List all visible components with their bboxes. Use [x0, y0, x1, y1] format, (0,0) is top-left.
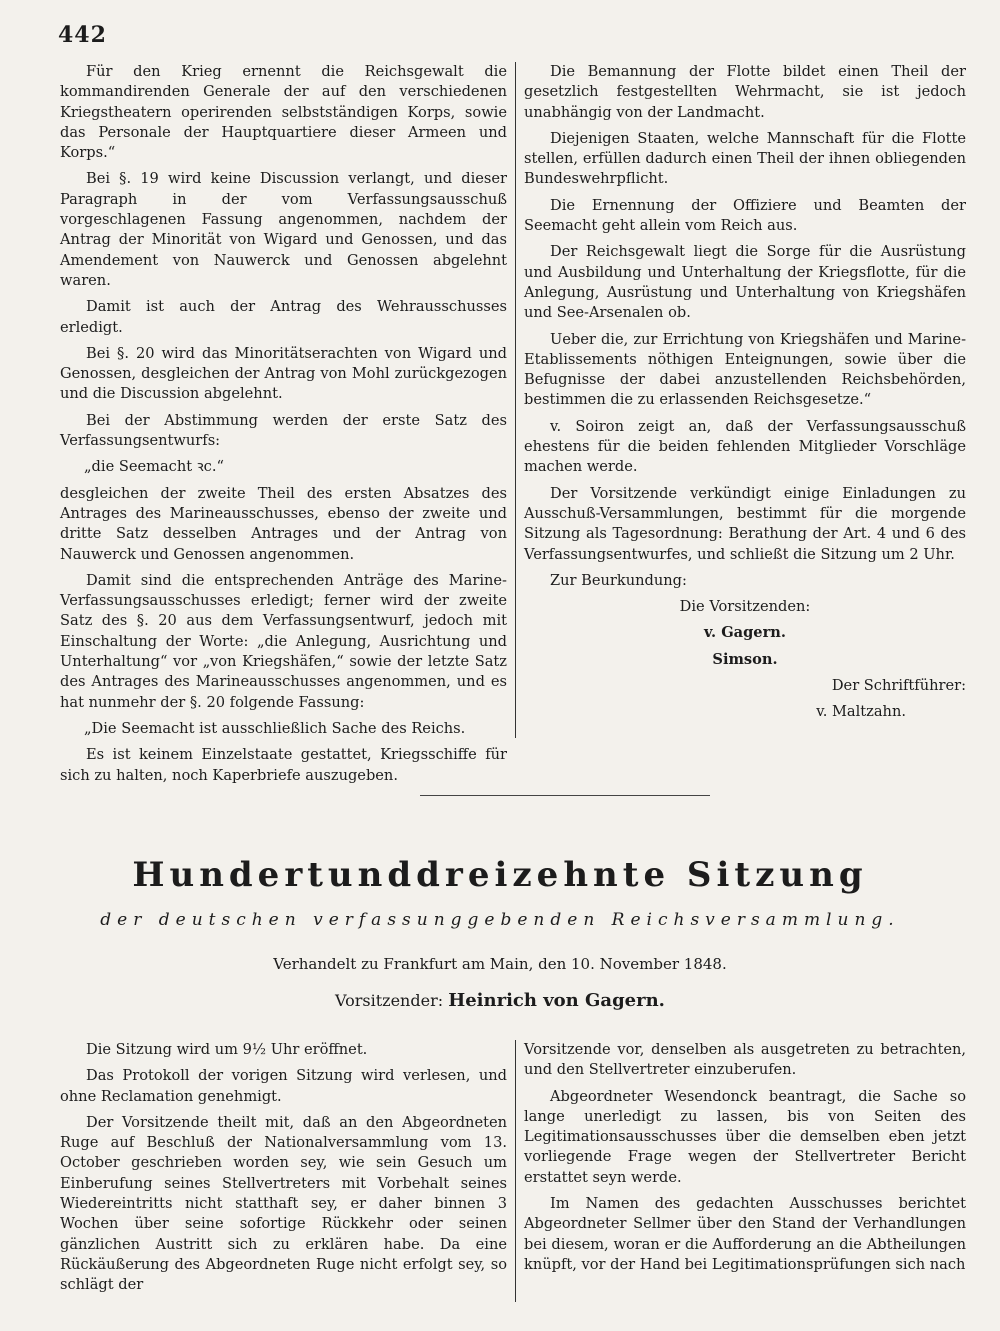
paragraph: Zur Beurkundung:: [550, 571, 687, 589]
paragraph: Vorsitzende vor, denselben als ausgetreten zu betrachten, und den Stellvertreter einzuberufen.: [524, 1041, 966, 1079]
section-date-line: Verhandelt zu Frankfurt am Main, den 10. November 1848.: [273, 955, 727, 973]
signature-name: v. Maltzahn.: [816, 703, 906, 721]
section-divider: [420, 795, 710, 796]
paragraph: Es ist keinem Einzelstaate gestattet, Kriegsschiffe für sich zu halten, noch Kaperbriefe auszugeben.: [60, 746, 507, 784]
paragraph: Bei §. 20 wird das Minoritätserachten von Wigard und Genossen, desgleichen der Antrag von Mohl zurückgezogen und die Discussion abgelehnt.: [60, 344, 507, 403]
chair-name: Heinrich von Gagern.: [448, 990, 665, 1011]
quote-line: „die Seemacht ꝛc.“: [84, 458, 224, 476]
column-divider: [515, 1040, 516, 1302]
paragraph: v. Soiron zeigt an, daß der Verfassungsausschuß ehestens für die beiden fehlenden Mitglieder Vorschläge machen werde.: [524, 417, 966, 476]
column-bottom-left: [60, 1040, 507, 1296]
paragraph: Bei §. 19 wird keine Discussion verlangt, und dieser Paragraph in der vom Verfassungsausschuß vorgeschlagenen Fassung angenommen, nachdem der Antrag der Minorität von Wigard und Genossen, und das Amendement von Nauwerck und Genossen abgelehnt waren.: [60, 170, 507, 289]
paragraph: Der Vorsitzende theilt mit, daß an den Abgeordneten Ruge auf Beschluß der Nationalversammlung vom 13. October geschrieben worden sey, wie sein Gesuch um Einberufung seines Stellvertreters mit Vorbehalt seines Wiedereintritts nicht statthaft sey, er daher binnen 3 Wochen über seine sofortige Rückkehr oder seinen gänzlichen Austritt sich zu erklären habe. Da eine Rückäußerung des Abgeordneten Ruge nicht erfolgt sey, so schlägt der: [60, 1113, 507, 1294]
paragraph: Der Reichsgewalt liegt die Sorge für die Ausrüstung und Ausbildung und Unterhaltung der Kriegsflotte, für die Anlegung, Ausrüstung und Unterhaltung von Kriegshäfen und See-Arsenalen ob.: [524, 243, 966, 322]
paragraph: Bei der Abstimmung werden der erste Satz des Verfassungsentwurfs:: [60, 411, 507, 450]
chair-label: Vorsitzender:: [335, 991, 444, 1010]
signature-heading: Der Schriftführer:: [831, 677, 966, 695]
column-top-right: [524, 62, 966, 723]
section-subtitle: der deutschen verfassunggebenden Reichsversammlung.: [100, 910, 900, 930]
signature-name: Simson.: [712, 650, 778, 668]
paragraph: Im Namen des gedachten Ausschusses berichtet Abgeordneter Sellmer über den Stand der Verhandlungen bei diesem, woran er die Aufforderung an die Abtheilungen knüpft, vor der Hand bei Legitimationsprüfungen sich nach: [524, 1195, 966, 1273]
paragraph: Diejenigen Staaten, welche Mannschaft für die Flotte stellen, erfüllen dadurch einen Theil der ihnen obliegenden Bundeswehrpflicht.: [524, 129, 966, 188]
section-title: Hundertunddreizehnte Sitzung: [132, 855, 868, 895]
paragraph: Ueber die, zur Errichtung von Kriegshäfen und Marine-Etablissements nöthigen Enteignungen, sowie über die Befugnisse der dabei anzustellenden Reichsbehörden, bestimmen die zu erlassenden Reichsgesetze.“: [524, 330, 966, 409]
column-divider: [515, 62, 516, 738]
paragraph: Für den Krieg ernennt die Reichsgewalt die kommandirenden Generale der auf den verschiedenen Kriegstheatern operirenden selbstständigen Korps, sowie das Personale der Hauptquartiere dieser Armeen und Korps.“: [60, 63, 507, 162]
paragraph: desgleichen der zweite Theil des ersten Absatzes des Antrages des Marineausschusses, ebenso der zweite und dritte Satz desselben Antrages und der Antrag von Nauwerck und Genossen angenommen.: [60, 484, 507, 563]
paragraph: Damit ist auch der Antrag des Wehrausschusses erledigt.: [60, 298, 507, 336]
paragraph: Damit sind die entsprechenden Anträge des Marine-Verfassungsausschusses erledigt; ferner wird der zweite Satz des §. 20 aus dem Verfassungsentwurf, jedoch mit Einschaltung der Worte: „die Anlegung, Ausrichtung und Unterhaltung“ vor „von Kriegshäfen,“ sowie der letzte Satz des Antrages des Marineausschusses angenommen, und es hat nunmehr der §. 20 folgende Fassung:: [60, 571, 507, 711]
quote-line: „Die Seemacht ist ausschließlich Sache des Reichs.: [84, 719, 466, 737]
paragraph: Die Sitzung wird um 9½ Uhr eröffnet.: [86, 1041, 368, 1058]
page-number: 442: [58, 22, 107, 48]
signature-heading: Die Vorsitzenden:: [679, 598, 811, 616]
paragraph: Die Bemannung der Flotte bildet einen Theil der gesetzlich festgestellten Wehrmacht, sie ist jedoch unabhängig von der Landmacht.: [524, 63, 966, 121]
paragraph: Das Protokoll der vorigen Sitzung wird verlesen, und ohne Reclamation genehmigt.: [60, 1067, 507, 1105]
signature-name: v. Gagern.: [704, 624, 786, 642]
paragraph: Der Vorsitzende verkündigt einige Einladungen zu Ausschuß-Versammlungen, bestimmt für die morgende Sitzung als Tagesordnung: Berathung der Art. 4 und 6 des Verfassungsentwurfes, und schließt die Sitzung um 2 Uhr.: [524, 484, 966, 563]
paragraph: Abgeordneter Wesendonck beantragt, die Sache so lange unerledigt zu lassen, bis von Seiten des Legitimationsausschusses über die demselben eben jetzt vorliegende Frage wegen der Stellvertreter Bericht erstattet seyn werde.: [524, 1087, 966, 1186]
section-chair: [0, 990, 1000, 1011]
column-top-left: [60, 62, 507, 786]
paragraph: Die Ernennung der Offiziere und Beamten der Seemacht geht allein vom Reich aus.: [524, 196, 966, 235]
column-bottom-right: [524, 1040, 966, 1275]
